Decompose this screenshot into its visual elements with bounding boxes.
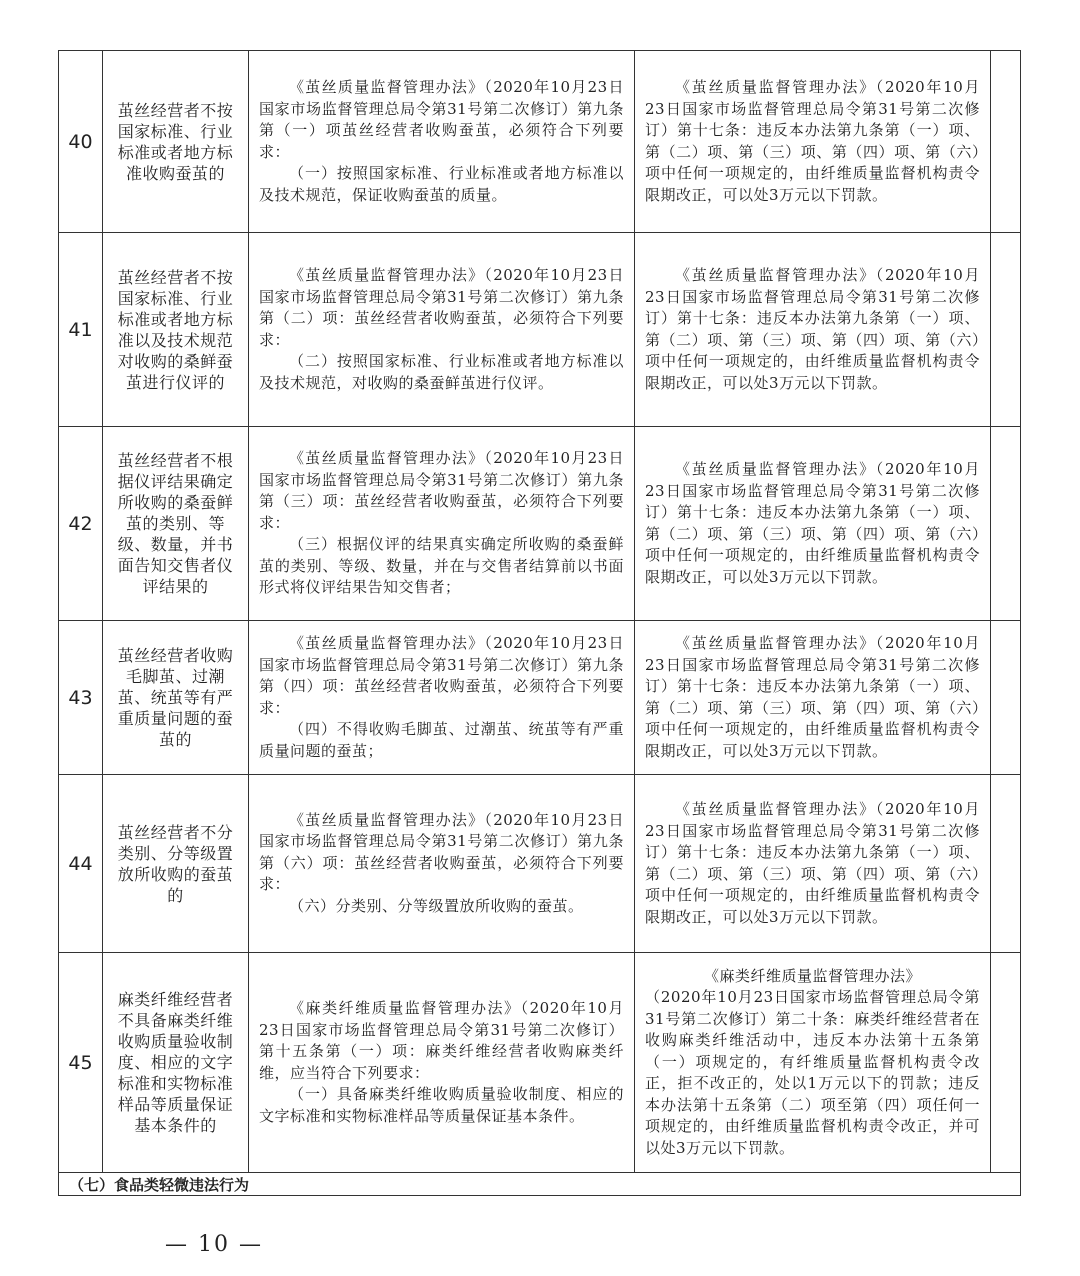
violation-behavior: 茧丝经营者不按国家标准、行业标准或者地方标准收购蚕茧的 [103, 51, 249, 233]
legal-basis-paragraph: 《茧丝质量监督管理办法》（2020年10月23日国家市场监督管理总局令第31号第二次修订）第九条第（三）项：茧丝经营者收购蚕茧，必须符合下列要求： [259, 449, 624, 532]
table-row [59, 51, 1021, 233]
legal-basis-paragraph: （一）具备麻类纤维收购质量验收制度、相应的文字标准和实物标准样品等质量保证基本条件。 [259, 1085, 624, 1125]
legal-basis-paragraph: 《茧丝质量监督管理办法》（2020年10月23日国家市场监督管理总局令第31号第二次修订）第九条第（六）项：茧丝经营者收购蚕茧，必须符合下列要求： [259, 810, 624, 894]
penalty-basis [635, 953, 991, 1173]
legal-basis [249, 775, 635, 953]
section-title: （七）食品类轻微违法行为 [59, 1173, 1021, 1196]
section-row [59, 1173, 1021, 1196]
table-row [59, 775, 1021, 953]
table-row [59, 621, 1021, 775]
legal-basis-paragraph: （六）分类别、分等级置放所收购的蚕茧。 [289, 896, 584, 915]
legal-basis [249, 51, 635, 233]
legal-basis-paragraph: 《茧丝质量监督管理办法》（2020年10月23日国家市场监督管理总局令第31号第二次修订）第九条第（一）项茧丝经营者收购蚕茧，必须符合下列要求： [259, 78, 624, 161]
penalty-basis [635, 775, 991, 953]
violation-behavior: 麻类纤维经营者不具备麻类纤维收购质量验收制度、相应的文字标准和实物标准样品等质量保证基本条件的 [103, 953, 249, 1173]
penalty-paragraph: 《茧丝质量监督管理办法》（2020年10月23日国家市场监督管理总局令第31号第二次修订）第十七条：违反本办法第九条第（一）项、第（二）项、第（三）项、第（四）项、第（六）项中任何一项规定的，由纤维质量监督机构责令限期改正，可以处3万元以下罚款。 [645, 634, 980, 760]
violation-behavior: 茧丝经营者不按国家标准、行业标准或者地方标准以及技术规范对收购的桑鲜蚕茧进行仪评的 [103, 233, 249, 427]
legal-basis-paragraph: （二）按照国家标准、行业标准或者地方标准以及技术规范，对收购的桑蚕鲜茧进行仪评。 [259, 352, 624, 392]
row-number: 40 [59, 51, 103, 233]
penalty-basis [635, 427, 991, 621]
penalty-paragraph: 《茧丝质量监督管理办法》（2020年10月23日国家市场监督管理总局令第31号第二次修订）第十七条：违反本办法第九条第（一）项、第（二）项、第（三）项、第（四）项、第（六）项中任何一项规定的，由纤维质量监督机构责令限期改正，可以处3万元以下罚款。 [645, 266, 980, 392]
penalty-basis [635, 233, 991, 427]
penalty-paragraph: 《茧丝质量监督管理办法》（2020年10月23日国家市场监督管理总局令第31号第二次修订）第十七条：违反本办法第九条第（一）项、第（二）项、第（三）项、第（四）项、第（六）项中任何一项规定的，由纤维质量监督机构责令限期改正，可以处3万元以下罚款。 [645, 460, 980, 586]
violation-behavior: 茧丝经营者不分类别、分等级置放所收购的蚕茧的 [103, 775, 249, 953]
penalty-paragraph: 《茧丝质量监督管理办法》（2020年10月23日国家市场监督管理总局令第31号第二次修订）第十七条：违反本办法第九条第（一）项、第（二）项、第（三）项、第（四）项、第（六）项中任何一项规定的，由纤维质量监督机构责令限期改正，可以处3万元以下罚款。 [645, 78, 980, 204]
remarks-cell [991, 51, 1021, 233]
legal-basis-paragraph: 《茧丝质量监督管理办法》（2020年10月23日国家市场监督管理总局令第31号第二次修订）第九条第（二）项：茧丝经营者收购蚕茧，必须符合下列要求： [259, 266, 624, 349]
legal-basis-paragraph: 《茧丝质量监督管理办法》（2020年10月23日国家市场监督管理总局令第31号第二次修订）第九条第（四）项：茧丝经营者收购蚕茧，必须符合下列要求： [259, 634, 624, 717]
remarks-cell [991, 427, 1021, 621]
penalty-paragraph: （2020年10月23日国家市场监督管理总局令第31号第二次修订）第二十条：麻类纤维经营者在收购麻类纤维活动中，违反本办法第十五条第（一）项规定的，有纤维质量监督机构责令改正，拒不改正的，处以1万元以下的罚款；违反本办法第十五条第（二）项至第（四）项任何一项规定的，由纤维质量监督机构责令改正，并可以处3万元以下罚款。 [645, 988, 980, 1157]
violation-behavior: 茧丝经营者不根据仪评结果确定所收购的桑蚕鲜茧的类别、等级、数量，并书面告知交售者仪评结果的 [103, 427, 249, 621]
legal-basis-paragraph: （三）根据仪评的结果真实确定所收购的桑蚕鲜茧的类别、等级、数量，并在与交售者结算前以书面形式将仪评结果告知交售者； [259, 535, 624, 597]
table-row [59, 233, 1021, 427]
legal-basis [249, 427, 635, 621]
row-number: 43 [59, 621, 103, 775]
penalty-basis [635, 621, 991, 775]
remarks-cell [991, 953, 1021, 1173]
penalty-paragraph: 《麻类纤维质量监督管理办法》 [703, 966, 921, 985]
remarks-cell [991, 621, 1021, 775]
remarks-cell [991, 233, 1021, 427]
remarks-cell [991, 775, 1021, 953]
table-row [59, 953, 1021, 1173]
legal-basis [249, 953, 635, 1173]
legal-basis [249, 621, 635, 775]
penalty-paragraph: 《茧丝质量监督管理办法》（2020年10月23日国家市场监督管理总局令第31号第二次修订）第十七条：违反本办法第九条第（一）项、第（二）项、第（三）项、第（四）项、第（六）项中任何一项规定的，由纤维质量监督机构责令限期改正，可以处3万元以下罚款。 [645, 800, 980, 926]
violation-behavior: 茧丝经营者收购毛脚茧、过潮茧、统茧等有严重质量问题的蚕茧的 [103, 621, 249, 775]
penalty-basis [635, 51, 991, 233]
table-row [59, 427, 1021, 621]
legal-basis-paragraph: （四）不得收购毛脚茧、过潮茧、统茧等有严重质量问题的蚕茧； [259, 720, 624, 760]
legal-basis-paragraph: （一）按照国家标准、行业标准或者地方标准以及技术规范，保证收购蚕茧的质量。 [259, 164, 624, 204]
legal-basis-paragraph: 《麻类纤维质量监督管理办法》（2020年10月23日国家市场监督管理总局令第31号第二次修订）第十五条第（一）项：麻类纤维经营者收购麻类纤维，应当符合下列要求： [259, 999, 624, 1082]
row-number: 42 [59, 427, 103, 621]
legal-basis [249, 233, 635, 427]
row-number: 44 [59, 775, 103, 953]
page-number: — 10 — [165, 1232, 263, 1257]
penalty-table [58, 50, 1021, 1196]
row-number: 41 [59, 233, 103, 427]
row-number: 45 [59, 953, 103, 1173]
